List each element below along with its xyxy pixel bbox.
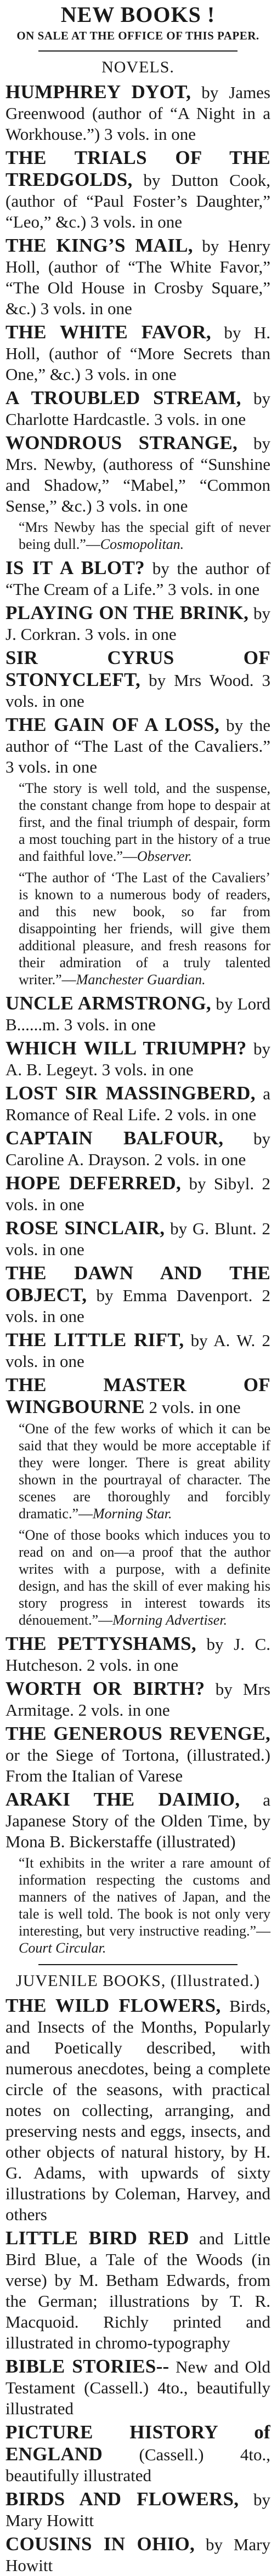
- book-entry: [5, 1633, 270, 1676]
- book-title: CAPTAIN BALFOUR,: [5, 1127, 224, 1149]
- book-listing: [5, 992, 270, 1035]
- book-listing: [5, 1037, 270, 1080]
- book-description: by the author of “The Cream of a Life.” 3 vols. in one: [5, 559, 271, 599]
- book-description: by A. W. 2 vols. in one: [5, 1331, 270, 1371]
- book-description: 2 vols. in one: [149, 1398, 241, 1417]
- book-entry: [5, 81, 270, 145]
- section-heading-juvenile: JUVENILE BOOKS, (Illustrated.): [16, 1972, 260, 1990]
- book-listing: [5, 1374, 270, 1629]
- book-entry: [5, 321, 270, 385]
- book-listing: [5, 714, 270, 988]
- book-listing: [5, 557, 270, 600]
- book-title: IS IT A BLOT?: [5, 557, 145, 578]
- subhead: ON SALE AT THE OFFICE OF THIS PAPER.: [16, 29, 259, 42]
- book-listing: [5, 1217, 270, 1260]
- book-entry: [5, 992, 270, 1035]
- book-entry: [5, 387, 270, 430]
- book-description: by Mrs Armitage. 2 vols. in one: [5, 1679, 270, 1720]
- book-entry: [5, 557, 270, 600]
- book-title: A TROUBLED STREAM,: [5, 387, 241, 408]
- book-entry: [5, 1217, 270, 1260]
- book-listing: [5, 1127, 270, 1170]
- book-listing: [5, 1723, 270, 1786]
- book-title: COUSINS IN OHIO,: [5, 2533, 195, 2555]
- book-description: a Japanese Story of the Olden Time, by Mona B. Bickerstaffe (illustrated): [5, 1790, 271, 1851]
- book-entry: [5, 602, 270, 645]
- review-text: “One of those books which induces you to read on and on—a proof that the author writes with a purpose, with a definite design, and has the skill of ever making his story progress in interest towards its dénouement.”—: [19, 1527, 270, 1628]
- book-title: THE WHITE FAVOR,: [5, 321, 211, 343]
- book-title: WONDROUS STRANGE,: [5, 432, 238, 453]
- book-description: by Mrs Wood. 3 vols. in one: [5, 671, 271, 711]
- book-listing: [5, 2488, 270, 2531]
- book-listing: [5, 2421, 270, 2486]
- book-description: or the Siege of Tortona, (illustrated.) From the Italian of Varese: [5, 1745, 270, 1785]
- press-review: [5, 1420, 270, 1522]
- press-review: [5, 869, 270, 988]
- book-listing: [5, 432, 270, 553]
- review-text: “The author of ‘The Last of the Cavaliers’ is known to a numerous body of readers, and this new book, so far from disappointing her friends, will give them additional pleasure, and fresh reasons for their admiration of a truly talented writer.”—: [19, 870, 270, 988]
- book-listing: [5, 1172, 270, 1215]
- book-description: by G. Blunt. 2 vols. in one: [5, 1219, 270, 1259]
- book-listing: [5, 387, 270, 430]
- book-listing: [5, 1633, 270, 1676]
- book-description: Birds, and Insects of the Months, Popularly and Poetically described, with numerous anecdotes, being a complete circle of the seasons, with practical notes on collecting, arranging, and preserving nests and eggs, insects, and other objects of natural history, by H. G. Adams, with upwards of sixty illustrations by Coleman, Harvey, and others: [5, 1996, 270, 2224]
- book-title: ROSE SINCLAIR,: [5, 1217, 165, 1239]
- book-description: by Lord B......m. 3 vols. in one: [5, 994, 270, 1034]
- book-title: THE GENEROUS REVENGE,: [5, 1723, 270, 1744]
- book-title: UNCLE ARMSTRONG,: [5, 992, 211, 1014]
- book-entry: [5, 714, 270, 778]
- review-source: Morning Advertiser.: [112, 1612, 228, 1628]
- review-source: Court Circular.: [19, 1940, 106, 1956]
- press-review: [5, 1854, 270, 1956]
- book-entry: [5, 647, 270, 712]
- book-description: by Dutton Cook, (author of “Paul Foster’s Daughter,” “Leo,” &c.) 3 vols. in one: [5, 171, 270, 231]
- divider: [38, 50, 238, 52]
- book-entry: [5, 147, 270, 232]
- press-review: [5, 519, 270, 553]
- book-entry: [5, 2488, 270, 2531]
- book-description: by J. C. Hutcheson. 2 vols. in one: [5, 1635, 270, 1675]
- book-entry: [5, 1172, 270, 1215]
- book-title: THE MASTER OF WINGBOURNE: [5, 1374, 270, 1417]
- book-description: by Caroline A. Drayson. 2 vols. in one: [5, 1129, 270, 1169]
- book-title: THE LITTLE RIFT,: [5, 1329, 184, 1351]
- book-entry: [5, 1262, 270, 1327]
- book-listing: [5, 1262, 270, 1327]
- book-entry: [5, 1037, 270, 1080]
- book-title: THE KING’S MAIL,: [5, 235, 193, 256]
- book-entry: [5, 1329, 270, 1372]
- book-entry: [5, 2533, 270, 2576]
- book-entry: [5, 2356, 270, 2419]
- book-listing: [5, 321, 270, 385]
- section-heading-novels: NOVELS.: [101, 58, 174, 76]
- review-text: “Mrs Newby has the special gift of never being dull.”—: [19, 519, 270, 552]
- book-listing: [5, 1082, 270, 1125]
- book-entry: [5, 1127, 270, 1170]
- book-description: by Mrs. Newby, (authoress of “Sunshine and Shadow,” “Mabel,” “Common Sense,” &c.) 3 vols. in one: [5, 434, 271, 515]
- book-description: by H. Holl, (author of “More Secrets than One,” &c.) 3 vols. in one: [5, 323, 270, 384]
- book-listing: [5, 1329, 270, 1372]
- book-entry: [5, 1374, 270, 1418]
- book-description: by Emma Davenport. 2 vols. in one: [5, 1286, 270, 1326]
- book-listing: [5, 147, 270, 232]
- book-entry: [5, 1723, 270, 1786]
- book-title: WHICH WILL TRIUMPH?: [5, 1037, 247, 1059]
- book-description: by Sibyl. 2 vols. in one: [5, 1174, 271, 1214]
- book-entry: [5, 1995, 270, 2225]
- review-source: Manchester Guardian.: [76, 972, 206, 988]
- book-description: and Little Bird Blue, a Tale of the Woods (in verse) by M. Betham Edwards, from the German; illustrations by T. R. Macquoid. Richly printed and illustrated in chromo-typography: [5, 2229, 271, 2352]
- book-listing: [5, 1678, 270, 1721]
- headline: NEW BOOKS !: [60, 2, 216, 27]
- book-description: by James Greenwood (author of “A Night in a Workhouse.”) 3 vols. in one: [5, 83, 270, 144]
- book-listing: [5, 81, 270, 145]
- book-title: THE GAIN OF A LOSS,: [5, 714, 220, 735]
- book-title: THE DAWN AND THE OBJECT,: [5, 1262, 270, 1306]
- book-description: New and Old Testament (Cassell.) 4to., beautifully illustrated: [5, 2357, 271, 2418]
- book-entry: [5, 2227, 270, 2353]
- book-listing: [5, 1789, 270, 1956]
- book-description: by J. Corkran. 3 vols. in one: [5, 604, 270, 644]
- book-listing: [5, 2356, 270, 2419]
- review-source: Cosmopolitan.: [100, 536, 184, 552]
- book-description: a Romance of Real Life. 2 vols. in one: [5, 1084, 271, 1124]
- book-entry: [5, 1082, 270, 1125]
- book-listing: [5, 1995, 270, 2225]
- novels-list: [5, 81, 270, 1956]
- review-text: “The story is well told, and the suspense, the constant change from hope to despair at first, and the final triumph of despair, form a most touching part in the history of a true and faithful love.”—: [19, 780, 270, 864]
- book-title: BIRDS AND FLOWERS,: [5, 2488, 239, 2510]
- book-title: HOPE DEFERRED,: [5, 1172, 182, 1194]
- book-description: by A. B. Legeyt. 3 vols. in one: [5, 1039, 270, 1079]
- book-entry: [5, 2421, 270, 2486]
- book-entry: [5, 235, 270, 319]
- book-title: ARAKI THE DAIMIO,: [5, 1789, 240, 1810]
- book-title: THE PETTYSHAMS,: [5, 1633, 196, 1654]
- book-title: HUMPHREY DYOT,: [5, 81, 191, 103]
- book-listing: [5, 647, 270, 712]
- book-title: PLAYING ON THE BRINK,: [5, 602, 249, 623]
- book-entry: [5, 1678, 270, 1721]
- book-description: by Mary Howitt: [5, 2535, 270, 2575]
- book-title: SIR CYRUS OF STONYCLEFT,: [5, 647, 270, 690]
- book-title: THE WILD FLOWERS,: [5, 1995, 221, 2016]
- book-description: by Charlotte Hardcastle. 3 vols. in one: [5, 389, 270, 429]
- review-source: Observer.: [137, 848, 193, 864]
- book-listing: [5, 602, 270, 645]
- book-title: WORTH OR BIRTH?: [5, 1678, 205, 1699]
- divider: [38, 1964, 238, 1965]
- review-text: “One of the few works of which it can be said that they would be more acceptable if they were longer. There is great ability shown in the pourtrayal of character. The scenes are thoroughly and forcibly dramatic.”—: [19, 1421, 270, 1522]
- press-review: [5, 780, 270, 865]
- juvenile-list: [5, 1995, 270, 2576]
- review-source: Morning Star.: [93, 1506, 172, 1522]
- book-listing: [5, 2227, 270, 2353]
- book-entry: [5, 1789, 270, 1852]
- book-description: (Cassell.) 4to., beautifully illustrated: [5, 2445, 270, 2485]
- book-description: by Henry Holl, (author of “The White Favor,” “The Old House in Crosby Square,” &c.) 3 vols. in one: [5, 236, 270, 318]
- book-title: THE TRIALS OF THE TREDGOLDS,: [5, 147, 270, 190]
- press-review: [5, 1527, 270, 1629]
- book-title: LITTLE BIRD RED: [5, 2227, 189, 2249]
- review-text: “It exhibits in the writer a rare amount of information respecting the customs and manners of the natives of Japan, and the tale is well told. The book is not only very interesting, but very instructive reading.”—: [19, 1855, 270, 1939]
- book-title: PICTURE HISTORY of ENGLAND: [5, 2421, 270, 2465]
- book-title: LOST SIR MASSINGBERD,: [5, 1082, 256, 1104]
- book-description: by Mary Howitt: [5, 2490, 270, 2530]
- book-listing: [5, 2533, 270, 2576]
- book-title: BIBLE STORIES--: [5, 2356, 169, 2377]
- book-description: by the author of “The Last of the Cavaliers.” 3 vols. in one: [5, 716, 271, 776]
- book-entry: [5, 432, 270, 517]
- book-listing: [5, 235, 270, 319]
